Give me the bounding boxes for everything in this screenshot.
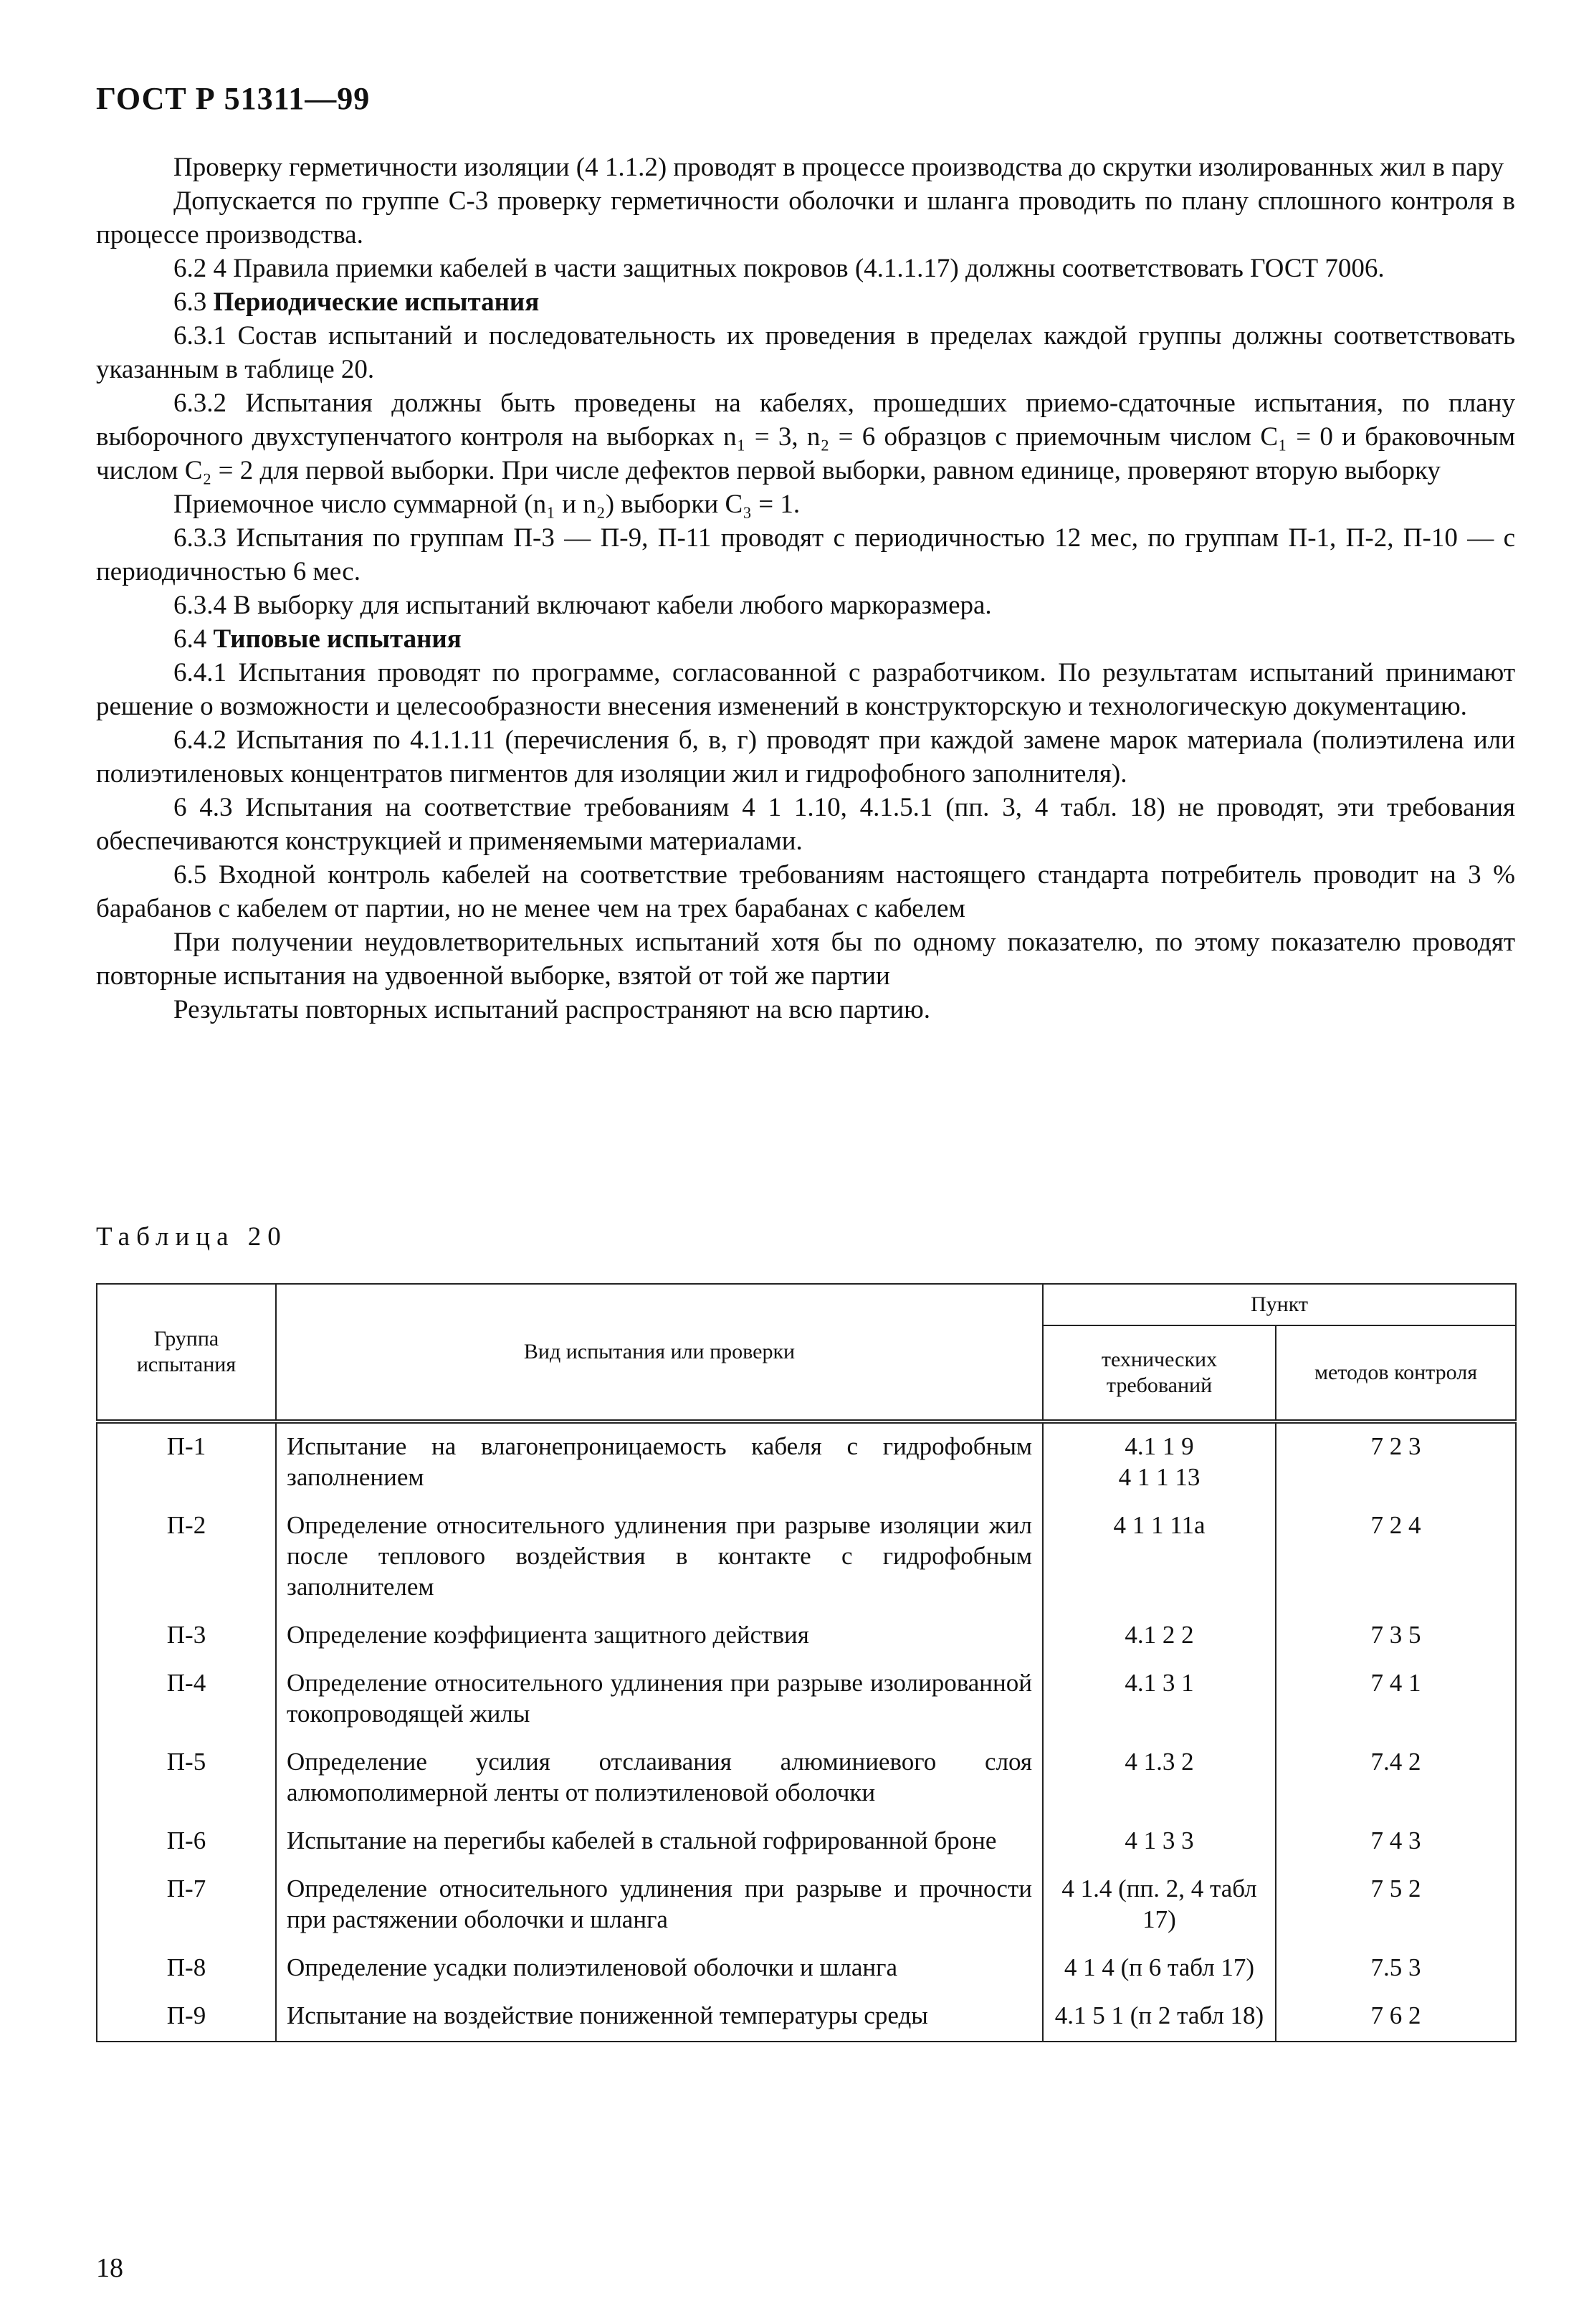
table-row	[97, 1612, 1516, 1660]
test-kind-cell: Определение относительного удлинения при разрыве и прочности при растяжении оболочки и шланга	[276, 1866, 1043, 1945]
test-kind-cell: Испытание на перегибы кабелей в стальной гофрированной броне	[276, 1818, 1043, 1866]
test-kind-cell: Испытание на воздействие пониженной температуры среды	[276, 1993, 1043, 2042]
method-clause-cell: 7.4 2	[1276, 1739, 1516, 1818]
tech-clause-cell: 4.1 2 2	[1043, 1612, 1276, 1660]
page-number: 18	[96, 2253, 123, 2283]
group-cell: П-2	[97, 1502, 276, 1612]
table-row	[97, 1993, 1516, 2042]
tech-clause-cell: 4 1 4 (п 6 табл 17)	[1043, 1945, 1276, 1993]
section-title: Периодические испытания	[213, 287, 540, 317]
standard-id: ГОСТ Р 51311—99	[96, 81, 371, 116]
group-cell: П-7	[97, 1866, 276, 1945]
method-clause-cell: 7 6 2	[1276, 1993, 1516, 2042]
paragraph: 6.4.1 Испытания проводят по программе, согласованной с разработчиком. По результатам испытаний принимают решение о возможности и целесообразности внесения изменений в конструкторскую и технологическую документацию.	[96, 658, 1515, 721]
tech-clause-cell: 4 1 3 3	[1043, 1818, 1276, 1866]
table-row	[97, 1818, 1516, 1866]
header-clause: Пункт	[1043, 1284, 1516, 1325]
tech-clause-cell: 4 1 1 11а	[1043, 1502, 1276, 1612]
table-row	[97, 1502, 1516, 1612]
body-text	[96, 151, 1515, 1027]
test-kind-cell: Испытание на влагонепроницаемость кабеля с гидрофобным заполнением	[276, 1421, 1043, 1502]
paragraph: 6.4.2 Испытания по 4.1.1.11 (перечисления б, в, г) проводят при каждой замене марок материала (полиэтилена или полиэтиленовых концентратов пигментов для изоляции жил и гидрофобного заполнителя).	[96, 725, 1515, 789]
tech-clause-cell: 4 1.3 2	[1043, 1739, 1276, 1818]
paragraph: 6.3.1 Состав испытаний и последовательность их проведения в пределах каждой группы должны соответствовать указанным в таблице 20.	[96, 321, 1515, 384]
group-cell: П-4	[97, 1660, 276, 1739]
test-kind-cell: Определение коэффициента защитного действия	[276, 1612, 1043, 1660]
method-clause-cell: 7 3 5	[1276, 1612, 1516, 1660]
paragraph: 6.5 Входной контроль кабелей на соответствие требованиям настоящего стандарта потребитель проводит на 3 % барабанов с кабелем от партии, но не менее чем на трех барабанах с кабелем	[96, 860, 1515, 923]
group-cell: П-9	[97, 1993, 276, 2042]
group-cell: П-3	[97, 1612, 276, 1660]
section-number: 6.3	[173, 287, 207, 317]
paragraph: Приемочное число суммарной (n₁ и n₂) выборки C₃ = 1.	[173, 490, 801, 519]
method-clause-cell: 7.5 3	[1276, 1945, 1516, 1993]
group-cell: П-8	[97, 1945, 276, 1993]
section-title: Типовые испытания	[213, 624, 462, 654]
test-kind-cell: Определение относительного удлинения при разрыве изолированной токопроводящей жилы	[276, 1660, 1043, 1739]
paragraph: 6.3.2 Испытания должны быть проведены на кабелях, прошедших приемо-сдаточные испытания, по плану выборочного двухступенчатого контроля на выборках n₁ = 3, n₂ = 6 образцов с приемочным числом C₁ = 0 и браковочным числом C₂ = 2 для первой выборки. При числе дефектов первой выборки, равном единице, проверяют вторую выборку	[96, 389, 1515, 485]
group-cell: П-1	[97, 1421, 276, 1502]
group-cell: П-5	[97, 1739, 276, 1818]
paragraph: Результаты повторных испытаний распространяют на всю партию.	[173, 995, 931, 1024]
table-caption: Таблица 20	[96, 1222, 287, 1252]
paragraph: Проверку герметичности изоляции (4 1.1.2) проводят в процессе производства до скрутки изолированных жил в пару	[173, 153, 1504, 182]
table-row	[97, 1945, 1516, 1993]
test-kind-cell: Определение относительного удлинения при разрыве изоляции жил после теплового воздействия в контакте с гидрофобным заполнителем	[276, 1502, 1043, 1612]
test-kind-cell: Определение усадки полиэтиленовой оболочки и шланга	[276, 1945, 1043, 1993]
table-row	[97, 1421, 1516, 1502]
section-number: 6.4	[173, 624, 207, 654]
method-clause-cell: 7 5 2	[1276, 1866, 1516, 1945]
paragraph: 6.3.4 В выборку для испытаний включают кабели любого маркоразмера.	[173, 591, 992, 620]
group-cell: П-6	[97, 1818, 276, 1866]
header-method: методов контроля	[1276, 1325, 1516, 1421]
paragraph: 6.2 4 Правила приемки кабелей в части защитных покровов (4.1.1.17) должны соответствовать ГОСТ 7006.	[173, 254, 1385, 283]
tech-clause-cell: 4.1 5 1 (п 2 табл 18)	[1043, 1993, 1276, 2042]
method-clause-cell: 7 2 4	[1276, 1502, 1516, 1612]
method-clause-cell: 7 4 1	[1276, 1660, 1516, 1739]
paragraph: Допускается по группе С-3 проверку герметичности оболочки и шланга проводить по плану сплошного контроля в процессе производства.	[96, 186, 1515, 249]
tests-table	[96, 1283, 1517, 2042]
section-heading-periodic	[96, 285, 1515, 319]
header-tech: технических требований	[1043, 1325, 1276, 1421]
header-kind: Вид испытания или проверки	[276, 1284, 1043, 1421]
table-row	[97, 1660, 1516, 1739]
paragraph: 6 4.3 Испытания на соответствие требованиям 4 1 1.10, 4.1.5.1 (пп. 3, 4 табл. 18) не проводят, эти требования обеспечиваются конструкцией и применяемыми материалами.	[96, 793, 1515, 856]
paragraph: 6.3.3 Испытания по группам П-3 — П-9, П-11 проводят с периодичностью 12 мес, по группам П-1, П-2, П-10 — с периодичностью 6 мес.	[96, 523, 1515, 586]
section-heading-type-tests	[96, 622, 1515, 656]
table-row	[97, 1866, 1516, 1945]
method-clause-cell: 7 4 3	[1276, 1818, 1516, 1866]
tech-clause-cell: 4.1 3 1	[1043, 1660, 1276, 1739]
tech-clause-cell: 4 1.4 (пп. 2, 4 табл 17)	[1043, 1866, 1276, 1945]
test-kind-cell: Определение усилия отслаивания алюминиевого слоя алюмополимерной ленты от полиэтиленовой оболочки	[276, 1739, 1043, 1818]
header-group: Группа испытания	[97, 1284, 276, 1421]
table-row	[97, 1739, 1516, 1818]
paragraph: При получении неудовлетворительных испытаний хотя бы по одному показателю, по этому показателю проводят повторные испытания на удвоенной выборке, взятой от той же партии	[96, 928, 1515, 991]
table-body	[97, 1421, 1516, 2042]
method-clause-cell: 7 2 3	[1276, 1421, 1516, 1502]
tech-clause-cell: 4.1 1 9 4 1 1 13	[1043, 1421, 1276, 1502]
